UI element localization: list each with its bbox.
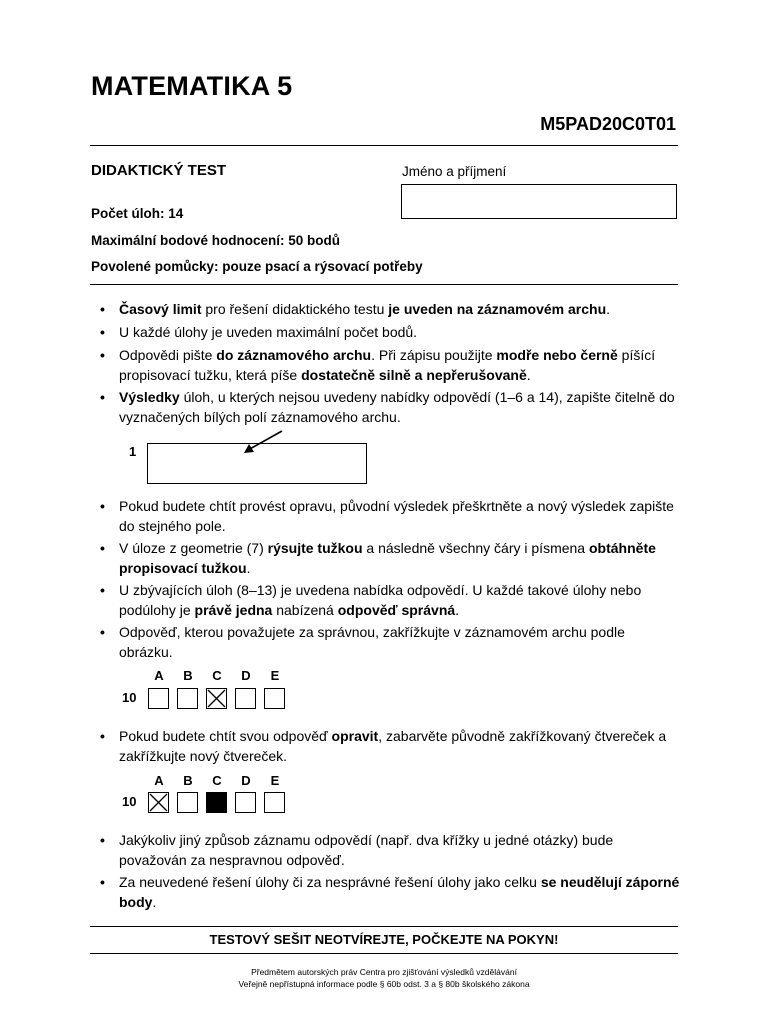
letter-e: E <box>270 668 280 683</box>
bullet: • <box>100 874 105 890</box>
task-count: Počet úloh: 14 <box>91 206 184 221</box>
checkbox-b <box>177 792 198 813</box>
checkbox-c-filled <box>206 792 227 813</box>
bullet: • <box>100 324 105 340</box>
name-input-box[interactable] <box>401 184 677 219</box>
letter-b: B <box>183 668 193 683</box>
rule-time-limit: • Časový limit pro řešení didaktického testu je uveden na záznamovém archu. <box>100 301 611 317</box>
rule-change-answer: • Pokud budete chtít svou odpověď opravit, zabarvěte původně zakřížkovaný čtvereček a zakřížkujte nový čtvereček. <box>100 728 667 764</box>
name-label: Jméno a příjmení <box>402 164 507 179</box>
footer-copyright: Předmětem autorských práv Centra pro zjišťování výsledků vzdělávání <box>251 967 517 977</box>
checkbox-a-crossed <box>148 792 169 813</box>
letter-c: C <box>212 773 222 788</box>
example-letters-2 <box>0 773 768 789</box>
test-type: DIDAKTICKÝ TEST <box>91 162 226 179</box>
divider-notice-top <box>90 926 678 927</box>
bullet: • <box>100 389 105 405</box>
max-points: Maximální bodové hodnocení: 50 bodů <box>91 233 341 248</box>
rule-other-marking: • Jakýkoliv jiný způsob záznamu odpovědí (např. dva křížky u jedné otázky) bude považován za nespravnou odpověď. <box>100 832 614 868</box>
checkbox-c-crossed <box>206 688 227 709</box>
page-title: MATEMATIKA 5 <box>91 71 293 101</box>
footer-legal: Veřejně nepřístupná informace podle § 60b odst. 3 a § 80b školského zákona <box>238 979 530 989</box>
letter-e: E <box>270 773 280 788</box>
bullet: • <box>100 582 105 598</box>
bullet: • <box>100 624 105 640</box>
bullet: • <box>100 832 105 848</box>
rule-correction: • Pokud budete chtít provést opravu, původní výsledek přeškrtněte a nový výsledek zapište do stejného pole. <box>100 498 674 534</box>
bullet: • <box>100 540 105 556</box>
allowed-aids: Povolené pomůcky: pouze psací a rýsovací potřeby <box>91 259 423 274</box>
checkbox-e <box>264 688 285 709</box>
example-letters-1 <box>0 668 768 684</box>
notice-text: TESTOVÝ SEŠIT NEOTVÍREJTE, POČKEJTE NA POKYN! <box>209 932 559 947</box>
bullet: • <box>100 301 105 317</box>
checkbox-b <box>177 688 198 709</box>
footer <box>90 966 678 990</box>
letter-d: D <box>241 773 251 788</box>
divider-info <box>90 284 678 285</box>
rule-choice-tasks: • U zbývajících úloh (8–13) je uvedena nabídka odpovědí. U každé takové úlohy nebo podúlohy je právě jedna nabízená odpověď správná. <box>100 582 642 618</box>
example-field-number: 1 <box>129 444 137 459</box>
letter-b: B <box>183 773 193 788</box>
letter-c: C <box>212 668 222 683</box>
rule-max-points: • U každé úlohy je uveden maximální počet bodů. <box>100 324 418 340</box>
bullet: • <box>100 498 105 514</box>
checkbox-d <box>235 792 256 813</box>
rule-results: • Výsledky úloh, u kterých nejsou uvedeny nabídky odpovědí (1–6 a 14), zapište čitelně do vyznačených bílých polí záznamového archu. <box>100 389 675 425</box>
checkbox-a <box>148 688 169 709</box>
rule-answer-sheet: • Odpovědi pište do záznamového archu. Při zápisu použijte modře nebo černě píšící propisovací tužku, která píše dostatečně silně a nepřerušovaně. <box>100 347 656 383</box>
rule-mark-answer: • Odpověď, kterou považujete za správnou, zakřížkujte v záznamovém archu podle obrázku. <box>100 624 625 660</box>
rule-geometry: • V úloze z geometrie (7) rýsujte tužkou a následně všechny čáry i písmena obtáhněte propisovací tužkou. <box>100 540 656 576</box>
cross-icon <box>149 793 168 812</box>
rule-no-negative-points: • Za neuvedené řešení úlohy či za nesprávné řešení úlohy jako celku se neudělují záporné body. <box>100 874 680 910</box>
letter-a: A <box>154 668 164 683</box>
checkbox-e <box>264 792 285 813</box>
arrow-icon <box>236 428 286 458</box>
letter-d: D <box>241 668 251 683</box>
bullet: • <box>100 347 105 363</box>
example-question-number: 10 <box>122 690 137 705</box>
test-code: M5PAD20C0T01 <box>540 114 676 134</box>
letter-a: A <box>154 773 164 788</box>
bullet: • <box>100 728 105 744</box>
checkbox-d <box>235 688 256 709</box>
divider-top <box>90 145 678 146</box>
example-question-number: 10 <box>122 794 137 809</box>
divider-notice-bottom <box>90 953 678 954</box>
cross-icon <box>207 689 226 708</box>
